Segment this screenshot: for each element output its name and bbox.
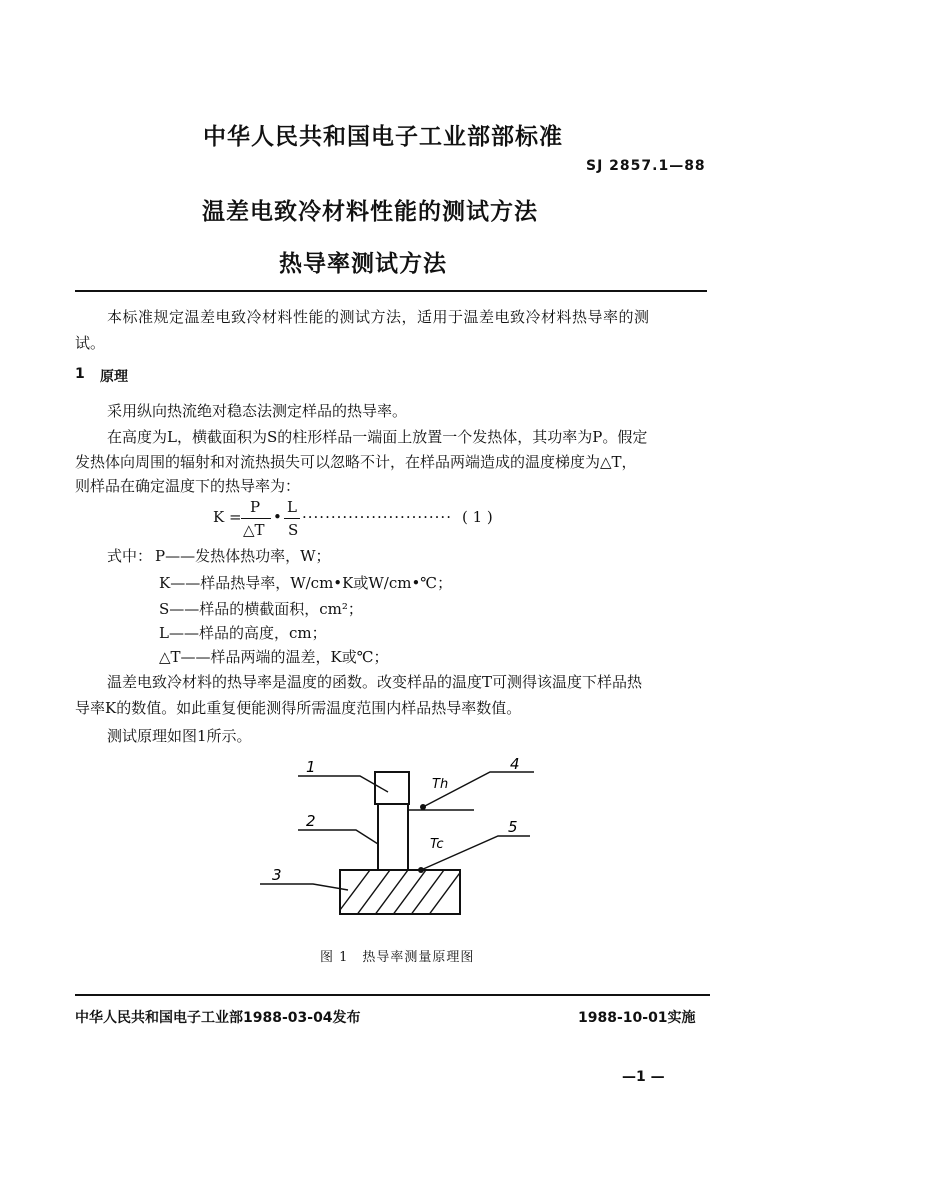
body-paragraph-line: 则样品在确定温度下的热导率为： [75,477,301,495]
issuing-org-title: 中华人民共和国电子工业部部标准 [203,124,563,150]
leader-line-3 [260,884,348,890]
formula-denominator-dt: △T [243,521,265,539]
definition-s: S——样品的横截面积，cm²； [159,600,363,618]
formula-numerator-l: L [287,498,297,516]
label-2: 2 [306,812,316,830]
definitions-prefix: 式中： [107,547,153,565]
body-paragraph-line: 在高度为L，横截面积为S的柱形样品一端面上放置一个发热体，其功率为P。假定 [107,428,648,446]
header-divider [75,290,707,292]
formula-numerator-p: P [250,498,261,516]
issued-date: 中华人民共和国电子工业部1988-03-04发布 [75,1010,361,1026]
definition-delta-t: △T——样品两端的温差，K或℃； [159,648,389,666]
equation-number: ( 1 ) [462,508,493,526]
footer-divider [75,994,710,996]
fraction-bar [284,518,300,519]
definition-l: L——样品的高度，cm； [159,624,327,642]
page-number: —1 — [622,1069,665,1085]
section-heading: 原理 [100,369,128,385]
label-1: 1 [306,758,316,776]
formula-denominator-s: S [288,521,299,539]
document-title: 温差电致冷材料性能的测试方法 [202,199,538,225]
body-paragraph-line: 温差电致冷材料的热导率是温度的函数。改变样品的温度T可测得该温度下样品热 [107,673,643,691]
label-th: Th [432,777,449,792]
formula-lhs: K = [213,508,242,526]
body-paragraph-line: 采用纵向热流绝对稳态法测定样品的热导率。 [107,402,408,420]
body-paragraph-line: 发热体向周围的辐射和对流热损失可以忽略不计，在样品两端造成的温度梯度为△T， [75,453,637,471]
effective-date: 1988-10-01实施 [578,1010,696,1026]
intro-paragraph-line: 试。 [75,334,106,352]
sample-column [378,804,408,870]
section-number: 1 [75,366,85,382]
label-tc: Tc [430,837,444,852]
standard-code: SJ 2857.1—88 [586,158,706,174]
figure-caption: 图 1 热导率测量原理图 [320,950,475,965]
principle-diagram [258,758,548,923]
fraction-bar [241,518,271,519]
intro-paragraph-line: 本标准规定温差电致冷材料性能的测试方法，适用于温差电致冷材料热导率的测 [107,308,650,326]
label-3: 3 [272,866,282,884]
definition-p: P——发热体热功率，W； [155,547,331,565]
formula-multiply: • [273,508,282,526]
body-paragraph-line: 导率K的数值。如此重复便能测得所需温度范围内样品热导率数值。 [75,699,522,717]
formula-dot-leader: ·························· [302,508,452,526]
label-5: 5 [508,818,518,836]
heat-sink-base [340,870,460,914]
body-paragraph-line: 测试原理如图1所示。 [107,727,252,745]
base-hatching [340,870,462,916]
label-4: 4 [510,758,520,773]
definition-k: K——样品热导率，W/cm•K或W/cm•℃； [159,574,453,592]
leader-line-2 [298,830,378,844]
document-subtitle: 热导率测试方法 [279,251,447,277]
